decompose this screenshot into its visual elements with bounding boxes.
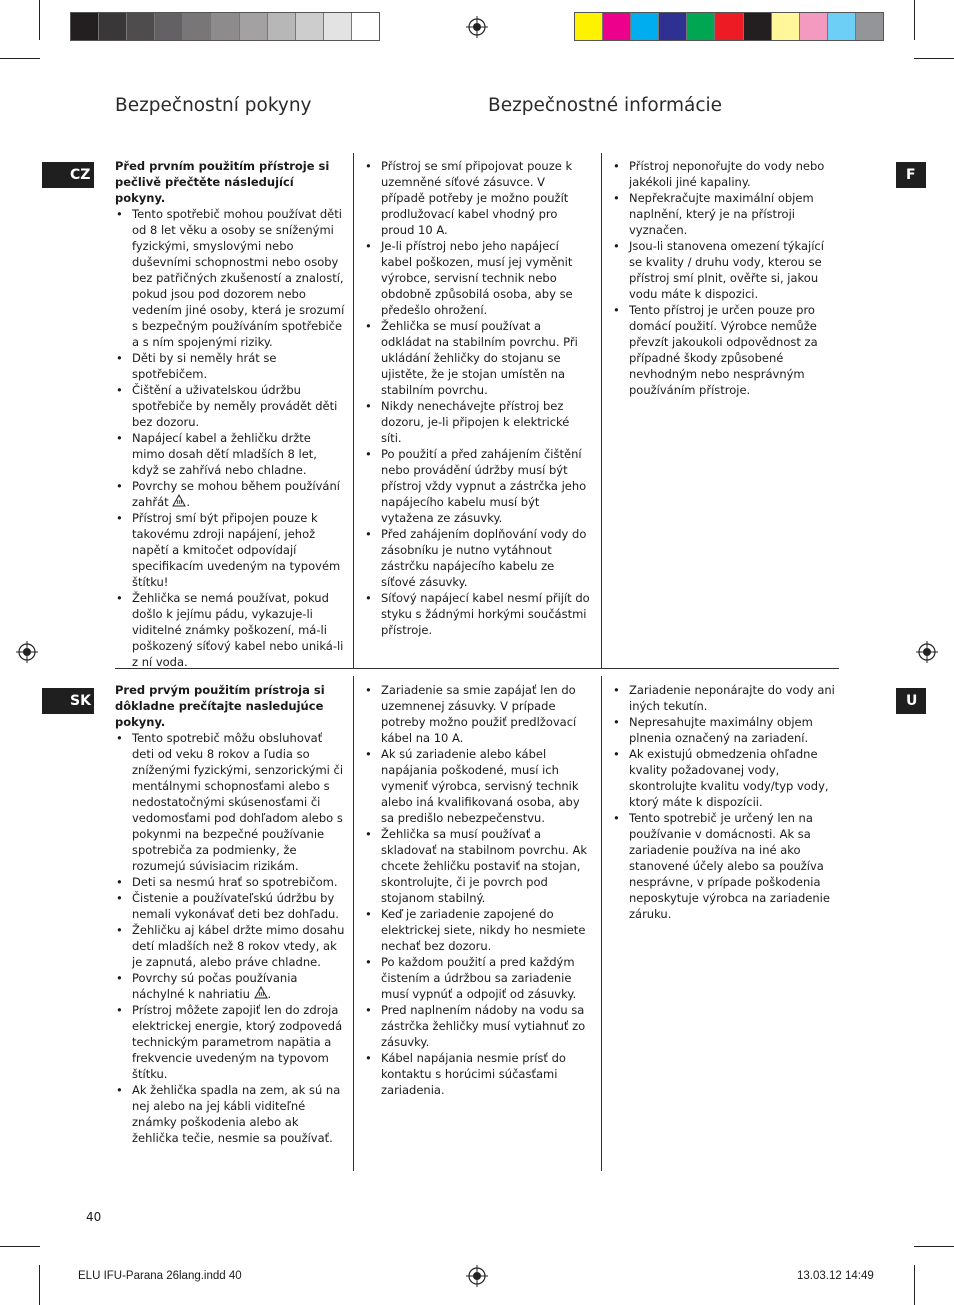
list-item-text: Povrchy sú počas používania náchylné k nahriatiu bbox=[132, 971, 298, 1001]
footer-date: 13.03.12 14:49 bbox=[797, 1270, 874, 1282]
list-item: • Zariadenie neponárajte do vody ani iných tekutín. bbox=[612, 682, 840, 714]
color-swatch bbox=[575, 13, 603, 40]
column-divider bbox=[353, 153, 354, 668]
sk-list-1 bbox=[115, 730, 345, 1146]
list-item: • Síťový napájecí kabel nesmí přijít do styku s žádnými horkými součástmi přístroje. bbox=[364, 590, 592, 638]
cz-column-2 bbox=[364, 158, 592, 638]
registration-mark-icon bbox=[16, 641, 38, 663]
list-item: • Prístroj môžete zapojiť len do zdroja elektrickej energie, ktorý zodpovedá technickým parametrom napätia a frekvencie uvedeným na typovom štítku. bbox=[115, 1002, 345, 1082]
list-item: • Čistenie a používateľskú údržbu by nemali vykonávať deti bez dohľadu. bbox=[115, 890, 345, 922]
list-item: • Kábel napájania nesmie prísť do kontaktu s horúcimi súčasťami zariadenia. bbox=[364, 1050, 592, 1098]
language-tab-sk: SK bbox=[42, 688, 94, 714]
list-item: • Děti by si neměly hrát se spotřebičem. bbox=[115, 350, 345, 382]
sk-column-1 bbox=[115, 682, 345, 1146]
color-swatch bbox=[800, 13, 828, 40]
list-item: • Přístroj neponořujte do vody nebo jakékoli jiné kapaliny. bbox=[612, 158, 838, 190]
grayscale-color-bar bbox=[70, 12, 380, 41]
color-swatch bbox=[687, 13, 715, 40]
language-tab-right-bottom: U bbox=[896, 688, 926, 714]
registration-mark-icon bbox=[466, 16, 488, 38]
column-divider bbox=[353, 676, 354, 1171]
list-item: • Žehlička se musí používat a odkládat na stabilním povrchu. Při ukládání žehličky do stojanu se ujistěte, že je stojan umístěn na stabilním povrchu. bbox=[364, 318, 592, 398]
list-item: • Po každom použití a pred každým čistením a údržbou sa zariadenie musí vypnúť a odpojiť od zásuvky. bbox=[364, 954, 592, 1002]
page-heading-cz: Bezpečnostní pokyny bbox=[115, 95, 312, 116]
crop-mark bbox=[39, 1265, 40, 1305]
list-item: • Napájecí kabel a žehličku držte mimo dosah dětí mladších 8 let, když se zahřívá nebo chladne. bbox=[115, 430, 345, 478]
color-swatch bbox=[296, 13, 324, 40]
sk-column-2 bbox=[364, 682, 592, 1098]
crop-mark bbox=[39, 0, 40, 40]
color-swatch bbox=[183, 13, 211, 40]
crop-mark bbox=[914, 1265, 915, 1305]
list-item: • Pred naplnením nádoby na vodu sa zástrčka žehličky musí vytiahnuť zo zásuvky. bbox=[364, 1002, 592, 1050]
color-swatch bbox=[744, 13, 772, 40]
list-item: • Tento spotrebič môžu obsluhovať deti od veku 8 rokov a ľudia so zníženými fyzickými, senzorickými či mentálnymi schopnosťami alebo s nedostatočnými skúsenosťami či vedomosťami pod dohľadom alebo s pokynmi na bezpečné používanie spotrebiča za podmienky, že rozumejú súvisiacim rizikám. bbox=[115, 730, 345, 874]
sk-column-3 bbox=[612, 682, 840, 922]
page-heading-sk: Bezpečnostné informácie bbox=[488, 95, 723, 116]
color-swatch bbox=[659, 13, 687, 40]
list-item: • Nepresahujte maximálny objem plnenia označený na zariadení. bbox=[612, 714, 840, 746]
cz-intro: Před prvním použitím přístroje si pečlivě přečtěte následující pokyny. bbox=[115, 159, 330, 205]
column-divider bbox=[601, 153, 602, 668]
sk-list-3 bbox=[612, 682, 840, 922]
list-item: • Nikdy nenechávejte přístroj bez dozoru, je-li připojen k elektrické síti. bbox=[364, 398, 592, 446]
list-item: • Tento spotrebič je určený len na používanie v domácnosti. Ak sa zariadenie používa na iné ako stanovené účely alebo sa používa nesprávne, v prípade poškodenia neposkytuje výrobca na zariadenie záruku. bbox=[612, 810, 840, 922]
list-item: • Jsou-li stanovena omezení týkající se kvality / druhu vody, kterou se přístroj smí plnit, ověřte si, jakou vodu máte k dispozici. bbox=[612, 238, 838, 302]
list-item: • Čištění a uživatelskou údržbu spotřebiče by neměly provádět děti bez dozoru. bbox=[115, 382, 345, 430]
list-item: • Ak existujú obmedzenia ohľadne kvality požadovanej vody, skontrolujte kvalitu vody/typ vody, ktorý máte k dispozícii. bbox=[612, 746, 840, 810]
cz-list-2 bbox=[364, 158, 592, 638]
cz-list-3 bbox=[612, 158, 838, 398]
color-swatch bbox=[127, 13, 155, 40]
list-item-text: Povrchy se mohou během používání zahřát bbox=[132, 479, 340, 509]
color-swatch bbox=[155, 13, 183, 40]
crop-mark bbox=[0, 1246, 40, 1247]
list-item: • Zariadenie sa smie zapájať len do uzemnenej zásuvky. V prípade potreby možno použiť predlžovací kábel na 10 A. bbox=[364, 682, 592, 746]
list-item: • Tento přístroj je určen pouze pro domácí použití. Výrobce nemůže převzít jakoukoli odpovědnost za případné škody způsobené nevhodným nebo nesprávným používáním přístroje. bbox=[612, 302, 838, 398]
registration-mark-icon bbox=[916, 641, 938, 663]
color-swatch bbox=[603, 13, 631, 40]
registration-mark-icon bbox=[466, 1265, 488, 1287]
list-item: • Je-li přístroj nebo jeho napájecí kabel poškozen, musí jej vyměnit výrobce, servisní technik nebo obdobně způsobilá osoba, aby se předešlo ohrožení. bbox=[364, 238, 592, 318]
list-item: • Žehlička sa musí používať a skladovať na stabilnom povrchu. Ak chcete žehličku postaviť na stojan, skontrolujte, či je povrch pod stojanom stabilný. bbox=[364, 826, 592, 906]
list-item: • Po použití a před zahájením čištění nebo provádění údržby musí být přístroj vždy vypnut a zástrčka jeho napájecího kabelu musí být vytažena ze zásuvky. bbox=[364, 446, 592, 526]
list-item: • Ak sú zariadenie alebo kábel napájania poškodené, musí ich vymeniť výrobca, servisný technik alebo iná kvalifikovaná osoba, aby sa predišlo nebezpečenstvu. bbox=[364, 746, 592, 826]
color-swatch bbox=[828, 13, 856, 40]
process-color-bar bbox=[574, 12, 884, 41]
sk-list-2 bbox=[364, 682, 592, 1098]
crop-mark bbox=[914, 58, 954, 59]
list-item: • Povrchy sú počas používania náchylné k nahriatiu . bbox=[115, 970, 345, 1002]
color-swatch bbox=[772, 13, 800, 40]
hot-surface-warning-icon bbox=[172, 494, 186, 507]
cz-column-1 bbox=[115, 158, 345, 670]
list-item: • Před zahájením doplňování vody do zásobníku je nutno vytáhnout zástrčku napájecího kabelu ze síťové zásuvky. bbox=[364, 526, 592, 590]
language-tab-right-top: F bbox=[896, 162, 926, 188]
color-swatch bbox=[352, 13, 379, 40]
color-swatch bbox=[211, 13, 239, 40]
list-item: • Keď je zariadenie zapojené do elektrickej siete, nikdy ho nesmiete nechať bez dozoru. bbox=[364, 906, 592, 954]
sk-intro: Pred prvým použitím prístroja si dôkladne prečítajte nasledujúce pokyny. bbox=[115, 683, 325, 729]
crop-mark bbox=[914, 1246, 954, 1247]
list-item: • Přístroj smí být připojen pouze k takovému zdroji napájení, jehož napětí a kmitočet odpovídají specifikacím uvedeným na typovém štítku! bbox=[115, 510, 345, 590]
color-swatch bbox=[268, 13, 296, 40]
color-swatch bbox=[856, 13, 883, 40]
color-swatch bbox=[715, 13, 743, 40]
crop-mark bbox=[0, 58, 40, 59]
color-swatch bbox=[631, 13, 659, 40]
language-tab-cz: CZ bbox=[42, 162, 94, 188]
page-number: 40 bbox=[86, 1210, 102, 1224]
footer-file-name: ELU IFU-Parana 26lang.indd 40 bbox=[78, 1270, 242, 1282]
color-swatch bbox=[324, 13, 352, 40]
list-item: • Povrchy se mohou během používání zahřát . bbox=[115, 478, 345, 510]
list-item: • Ak žehlička spadla na zem, ak sú na nej alebo na jej kábli viditeľné známky poškodenia alebo ak žehlička tečie, nesmie sa používať. bbox=[115, 1082, 345, 1146]
cz-column-3 bbox=[612, 158, 838, 398]
column-divider bbox=[601, 676, 602, 1171]
cz-list-1 bbox=[115, 206, 345, 670]
list-item: • Žehličku aj kábel držte mimo dosahu detí mladších než 8 rokov vtedy, ak je zapnutá, alebo práve chladne. bbox=[115, 922, 345, 970]
color-swatch bbox=[99, 13, 127, 40]
list-item: • Nepřekračujte maximální objem naplnění, který je na přístroji vyznačen. bbox=[612, 190, 838, 238]
list-item: • Deti sa nesmú hrať so spotrebičom. bbox=[115, 874, 345, 890]
list-item: • Tento spotřebič mohou používat děti od 8 let věku a osoby se sníženými fyzickými, smyslovými nebo duševními schopnostmi nebo osoby bez patřičných zkušeností a znalostí, pokud jsou pod dozorem nebo vedením jiné osoby, která je srozumí s bezpečným používáním spotřebiče a s ním spojenými riziky. bbox=[115, 206, 345, 350]
color-swatch bbox=[240, 13, 268, 40]
list-item: • Žehlička se nemá používat, pokud došlo k jejímu pádu, vykazuje-li viditelné známky poškození, má-li poškozený síťový kabel nebo uniká-li z ní voda. bbox=[115, 590, 345, 670]
color-swatch bbox=[71, 13, 99, 40]
hot-surface-warning-icon bbox=[254, 986, 268, 999]
crop-mark bbox=[914, 0, 915, 40]
list-item: • Přístroj se smí připojovat pouze k uzemněné síťové zásuvce. V případě potřeby je možno použít prodlužovací kabel vhodný pro proud 10 A. bbox=[364, 158, 592, 238]
